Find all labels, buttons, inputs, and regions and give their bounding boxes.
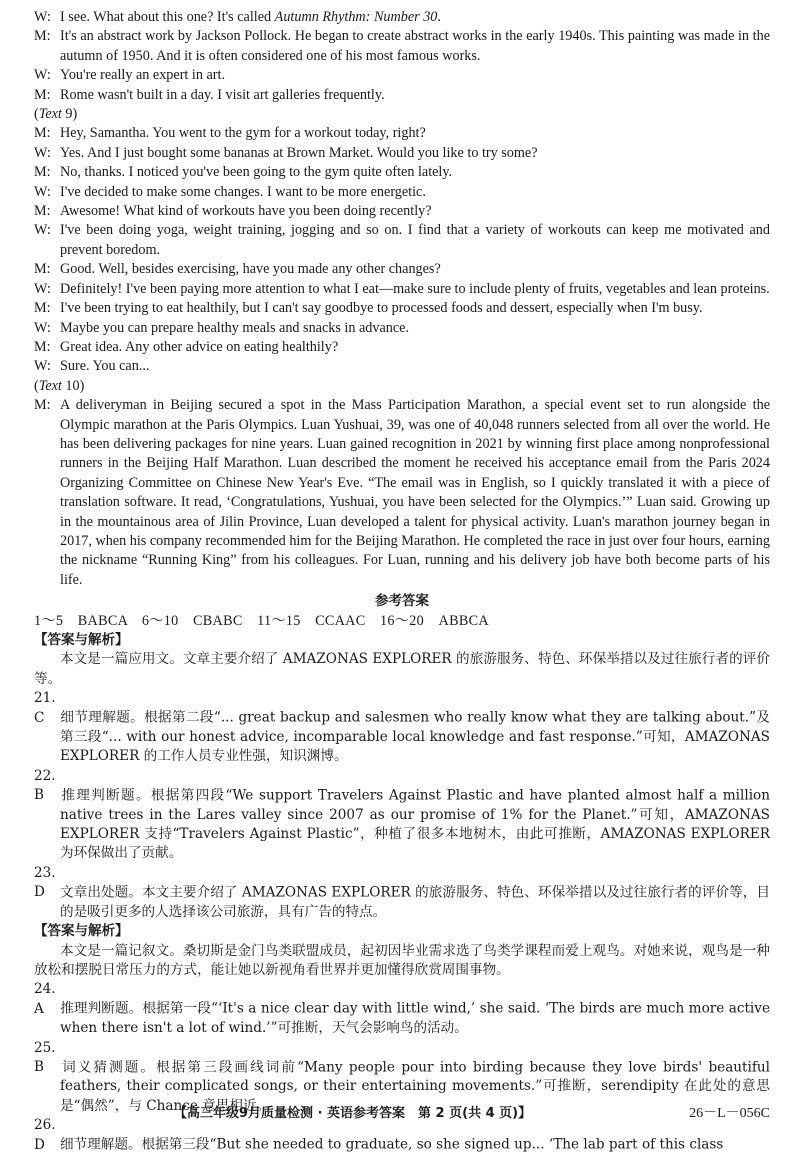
dialogue-line — [34, 8, 770, 27]
line-text: Sure. You can... — [60, 358, 150, 375]
speaker: M: — [34, 397, 51, 414]
answer-title: 参考答案 — [375, 593, 429, 610]
line-text: Definitely! I've been paying more attention to what I eat—make sure to include plenty of fruits, vegetables and lean proteins. — [60, 280, 770, 297]
item-number: 22. B — [34, 767, 56, 804]
line-text: I've decided to make some changes. I want to be more energetic. — [60, 183, 426, 200]
answer-item — [34, 689, 770, 767]
dialogue-line — [34, 144, 770, 163]
line-text: Great idea. Any other advice on eating healthily? — [60, 338, 339, 355]
line-text: Awesome! What kind of workouts have you been doing recently? — [60, 203, 432, 220]
answer-item — [34, 767, 770, 864]
item-number: 26. D — [34, 1117, 56, 1153]
speaker: M: — [34, 86, 51, 103]
speaker: M: — [34, 28, 51, 45]
speaker: M: — [34, 300, 51, 317]
dialogue-line — [34, 27, 770, 66]
speaker: M: — [34, 338, 51, 355]
speaker: M: — [34, 261, 51, 278]
speaker: W: — [34, 358, 51, 375]
item-text: 细节理解题。根据第二段“... great backup and salesmen who really know what they are talking about.”及第三段“... with our honest advice, incomparable local knowledge and fast response.”可知，AMAZONAS EXPLORER 的工作人员专业性强，知识渊博。 — [60, 709, 770, 765]
footer-title: 【高三年级9月质量检测 · 英语参考答案 第 2 页(共 4 页)】 — [174, 1106, 532, 1121]
dialogue-line — [34, 299, 770, 318]
dialogue-line — [34, 86, 770, 105]
line-text: Maybe you can prepare healthy meals and snacks in advance. — [60, 319, 410, 336]
line-text: Hey, Samantha. You went to the gym for a workout today, right? — [60, 125, 426, 142]
dialogue-line — [34, 280, 770, 299]
line-text: No, thanks. I noticed you've been going to the gym quite often lately. — [60, 164, 453, 181]
line-text: It's an abstract work by Jackson Pollock. He began to create abstract works in the early 1940s. This painting was made in the autumn of 1950. And it is often considered one of his most famous works. — [60, 28, 770, 64]
dialogue-line — [34, 319, 770, 338]
item-number: 24. A — [34, 981, 56, 1017]
dialogue-line — [34, 260, 770, 279]
line-text: Good. Well, besides exercising, have you made any other changes? — [60, 261, 441, 278]
text10-monologue — [34, 396, 770, 590]
speaker: M: — [34, 164, 51, 181]
section2-intro: 本文是一篇记叙文。桑切斯是金门鸟类联盟成员，起初因毕业需求选了鸟类学课程而爱上观鸟。对她来说，观鸟是一种放松和摆脱日常压力的方式，能让她以新视角看世界并更加懂得欣赏周围事物。 — [34, 942, 770, 978]
dialogue-line — [34, 357, 770, 376]
text10-body: A deliveryman in Beijing secured a spot in the Mass Participation Marathon, a special event set to run alongside the Olympic marathon at the Paris Olympics. Luan Yushuai, 39, was one of 40,048 runners selected from all over the world. He has been delivering packages for nine years. Luan gained recognition in 2021 by winning first place among nonprofessional runners in the Beijing Half Marathon. Luan described the moment he received his acceptance email from the Paris 2024 Organizing Committee on Chinese New Year's Eve. “The email was in English, so I quickly translated it with a piece of translation software. It read, ‘Congratulations, Yushuai, you have been selected for the Olympics.’” Luan said. Growing up in the mountainous area of Jilin Province, Luan developed a talent for physical activity. Luan's marathon journey began in 2017, when his company recommended him for the Beijing Marathon. He completed the race in just over four hours, earning the nickname “Running King” from his colleagues. For Luan, running and his delivery job have both become parts of his life. — [60, 397, 770, 588]
section2-head: 【答案与解析】 — [34, 923, 129, 940]
dialogue-text8-end — [34, 8, 770, 105]
answer-item — [34, 864, 770, 922]
speaker: M: — [34, 125, 51, 142]
answer-item — [34, 980, 770, 1038]
dialogue-line — [34, 183, 770, 202]
line-text: I've been trying to eat healthily, but I can't say goodbye to processed foods and dessert, especially when I'm busy. — [60, 300, 703, 317]
text9-label: (Text 9) — [34, 106, 78, 123]
page-footer — [34, 1104, 770, 1124]
dialogue-line — [34, 124, 770, 143]
item-number: 21. C — [34, 690, 56, 726]
item-text: 细节理解题。根据第三段“But she needed to graduate, so she signed up... ‘The lab part of this class — [60, 1136, 724, 1153]
speaker: W: — [34, 9, 51, 25]
dialogue-line — [34, 163, 770, 182]
dialogue-line — [34, 221, 770, 260]
dialogue-line — [34, 66, 770, 85]
speaker: W: — [34, 280, 51, 297]
dialogue-text9 — [34, 124, 770, 376]
item-text: 推理判断题。根据第四段“We support Travelers Against Plastic and have planted almost half a million native trees in the Lares valley since 2007 as our promise of 1% for the Planet.”可知，AMAZONAS EXPLORER 支持“Travelers Against Plastic”，种植了很多本地树木，由此可推断，AMAZONAS EXPLORER 为环保做出了贡献。 — [60, 787, 770, 862]
section2-items — [34, 980, 770, 1155]
dialogue-line — [34, 338, 770, 357]
text10-label: (Text 10) — [34, 377, 85, 394]
line-text: I've been doing yoga, weight training, jogging and so on. I find that a variety of workouts can keep me motivated and prevent boredom. — [60, 222, 770, 258]
speaker: W: — [34, 183, 51, 200]
speaker: W: — [34, 67, 51, 84]
item-text: 词义猜测题。根据第三段画线词前“Many people pour into birding because they love birds' beautiful feathers, their complicated songs, or their entertaining movements.”可推断，serendipity 在此处的意思是“偶然”，与 Chance 意思相近。 — [60, 1058, 770, 1114]
item-number: 23. D — [34, 864, 56, 901]
footer-code: 26－L－056C — [689, 1106, 770, 1121]
page-content — [34, 8, 770, 1155]
dialogue-line — [34, 202, 770, 221]
line-text: Yes. And I just bought some bananas at Brown Market. Would you like to try some? — [60, 144, 538, 161]
item-text: 推理判断题。根据第一段“‘It's a nice clear day with little wind,’ she said. ‘The birds are much more active when there isn't a lot of wind.’”可推断，天气会影响鸟的活动。 — [60, 1000, 770, 1037]
speaker: W: — [34, 319, 51, 336]
speaker: W: — [34, 144, 51, 161]
item-text: 文章出处题。本文主要介绍了 AMAZONAS EXPLORER 的旅游服务、特色、环保举措以及过往旅行者的评价等，目的是吸引更多的人选择该公司旅游，具有广告的特点。 — [60, 884, 770, 920]
section1-items — [34, 689, 770, 922]
line-text: I see. What about this one? It's called Autumn Rhythm: Number 30. — [60, 9, 441, 25]
section1-intro: 本文是一篇应用文。文章主要介绍了 AMAZONAS EXPLORER 的旅游服务、特色、环保举措以及过往旅行者的评价等。 — [34, 651, 770, 687]
speaker: M: — [34, 203, 51, 220]
line-text: You're really an expert in art. — [60, 67, 226, 84]
line-text: Rome wasn't built in a day. I visit art galleries frequently. — [60, 86, 385, 103]
item-number: 25. B — [34, 1039, 56, 1075]
answer-key: 1～5 BABCA 6～10 CBABC 11～15 CCAAC 16～20 ABBCA — [34, 612, 489, 629]
speaker: W: — [34, 222, 51, 239]
section1-head: 【答案与解析】 — [34, 632, 129, 648]
